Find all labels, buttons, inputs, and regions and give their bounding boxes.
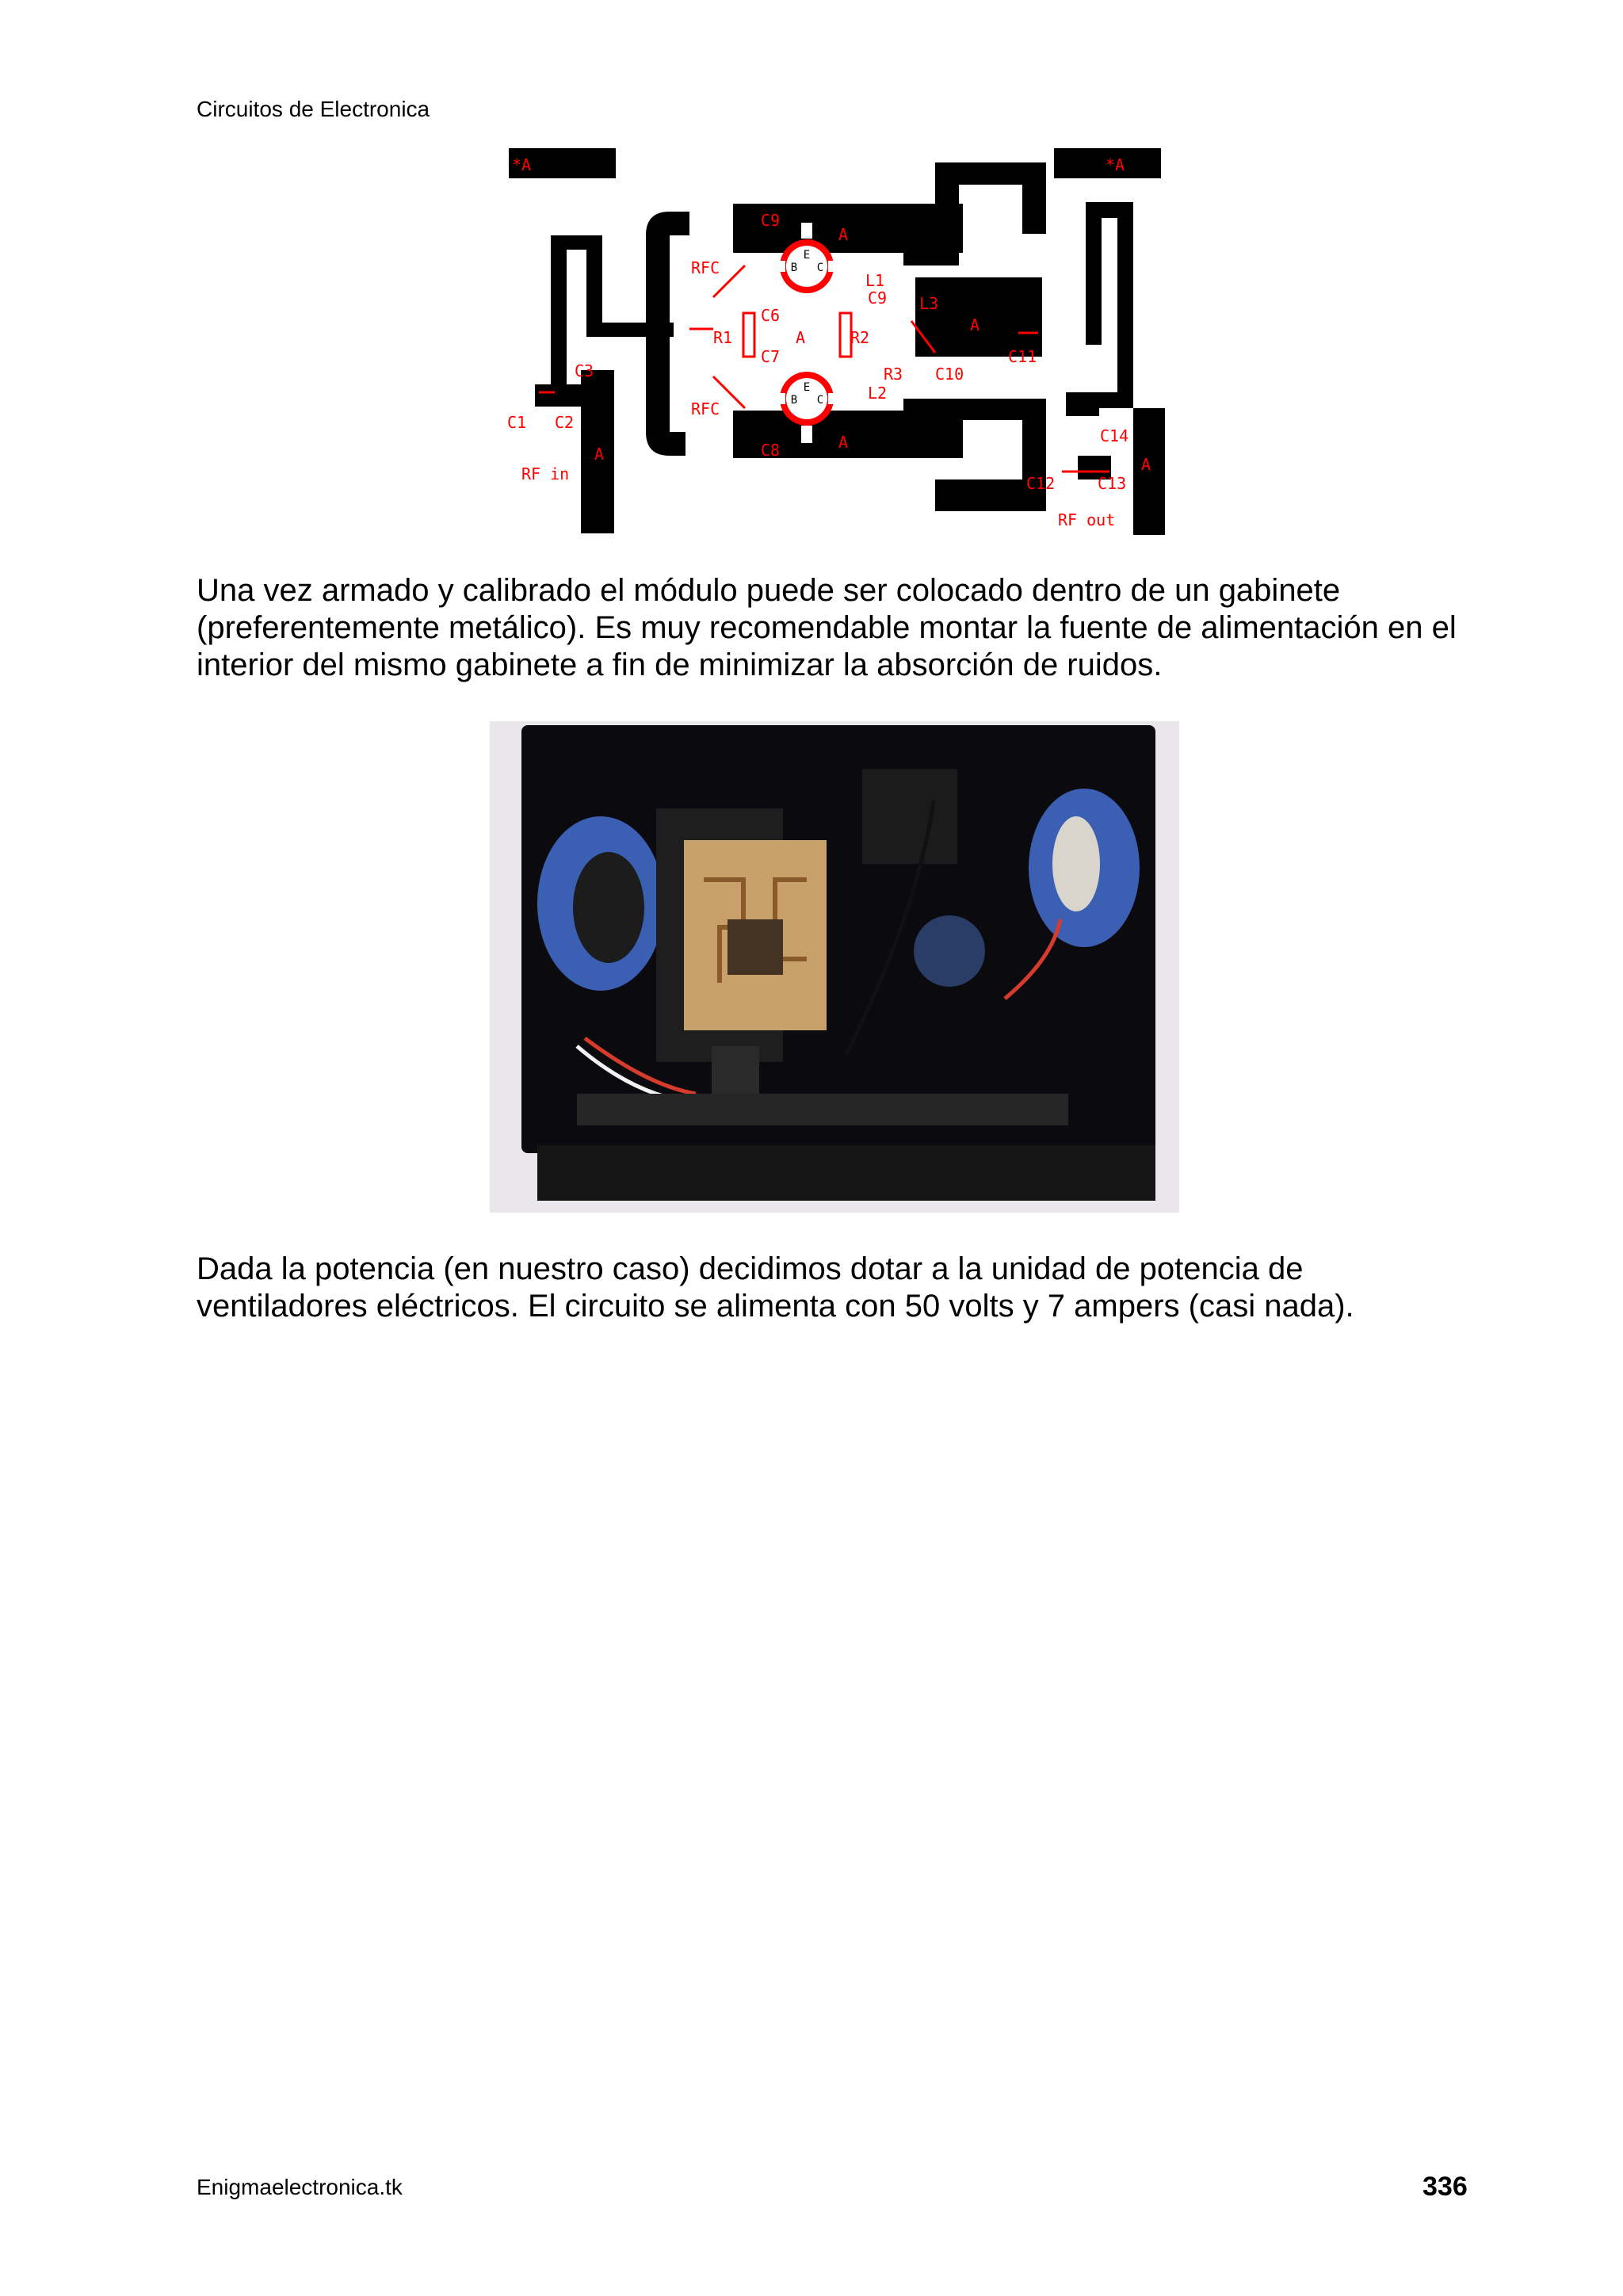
svg-text:C11: C11 — [1008, 347, 1037, 366]
svg-text:A: A — [594, 445, 605, 464]
svg-text:B: B — [790, 394, 798, 407]
svg-text:RFC: RFC — [691, 399, 720, 418]
svg-text:A: A — [838, 433, 849, 452]
svg-text:L3: L3 — [919, 294, 939, 313]
svg-text:A: A — [838, 225, 849, 244]
pcb-layout-diagram — [507, 147, 1165, 535]
paragraph-power: Dada la potencia (en nuestro caso) decidimos dotar a la unidad de potencia de ventiladores eléctricos. El circuito se alimenta con 50 volts y 7 ampers (casi nada). — [197, 1251, 1354, 1324]
svg-text:C9: C9 — [761, 211, 781, 230]
svg-text:C2: C2 — [555, 413, 575, 432]
svg-text:A: A — [796, 328, 806, 347]
svg-text:C3: C3 — [575, 361, 594, 380]
svg-text:RF out: RF out — [1058, 510, 1116, 529]
svg-text:C12: C12 — [1026, 474, 1056, 493]
svg-text:R1: R1 — [713, 328, 733, 347]
svg-text:C7: C7 — [761, 347, 781, 366]
page-number: 336 — [1423, 2172, 1468, 2202]
paragraph-assembly: Una vez armado y calibrado el módulo puede ser colocado dentro de un gabinete (preferentemente metálico). Es muy recomendable montar la fuente de alimentación en el interior del mismo gabinete a fin de minimizar la absorción de ruidos. — [197, 573, 1457, 682]
svg-text:C8: C8 — [761, 441, 781, 460]
svg-text:RF in: RF in — [521, 464, 570, 483]
svg-text:L1: L1 — [865, 271, 885, 290]
svg-text:E: E — [803, 249, 811, 262]
svg-text:C6: C6 — [761, 306, 781, 325]
cabinet-photo — [490, 721, 1179, 1213]
footer-site: Enigmaelectronica.tk — [197, 2175, 403, 2199]
svg-text:A: A — [1141, 455, 1151, 474]
svg-text:R2: R2 — [850, 328, 870, 347]
svg-text:L2: L2 — [868, 384, 888, 403]
svg-text:*A: *A — [1106, 155, 1125, 174]
svg-text:C: C — [816, 394, 824, 407]
svg-text:RFC: RFC — [691, 258, 720, 277]
svg-text:A: A — [970, 315, 980, 334]
svg-text:R3: R3 — [884, 365, 903, 384]
svg-text:C1: C1 — [507, 413, 527, 432]
svg-text:C13: C13 — [1098, 474, 1127, 493]
svg-text:C: C — [816, 262, 824, 274]
svg-text:C14: C14 — [1100, 426, 1129, 445]
svg-text:C10: C10 — [935, 365, 964, 384]
svg-text:E: E — [803, 381, 811, 394]
running-header: Circuitos de Electronica — [197, 97, 430, 121]
svg-text:B: B — [790, 262, 798, 274]
svg-text:*A: *A — [512, 155, 532, 174]
svg-text:C9: C9 — [868, 288, 888, 308]
